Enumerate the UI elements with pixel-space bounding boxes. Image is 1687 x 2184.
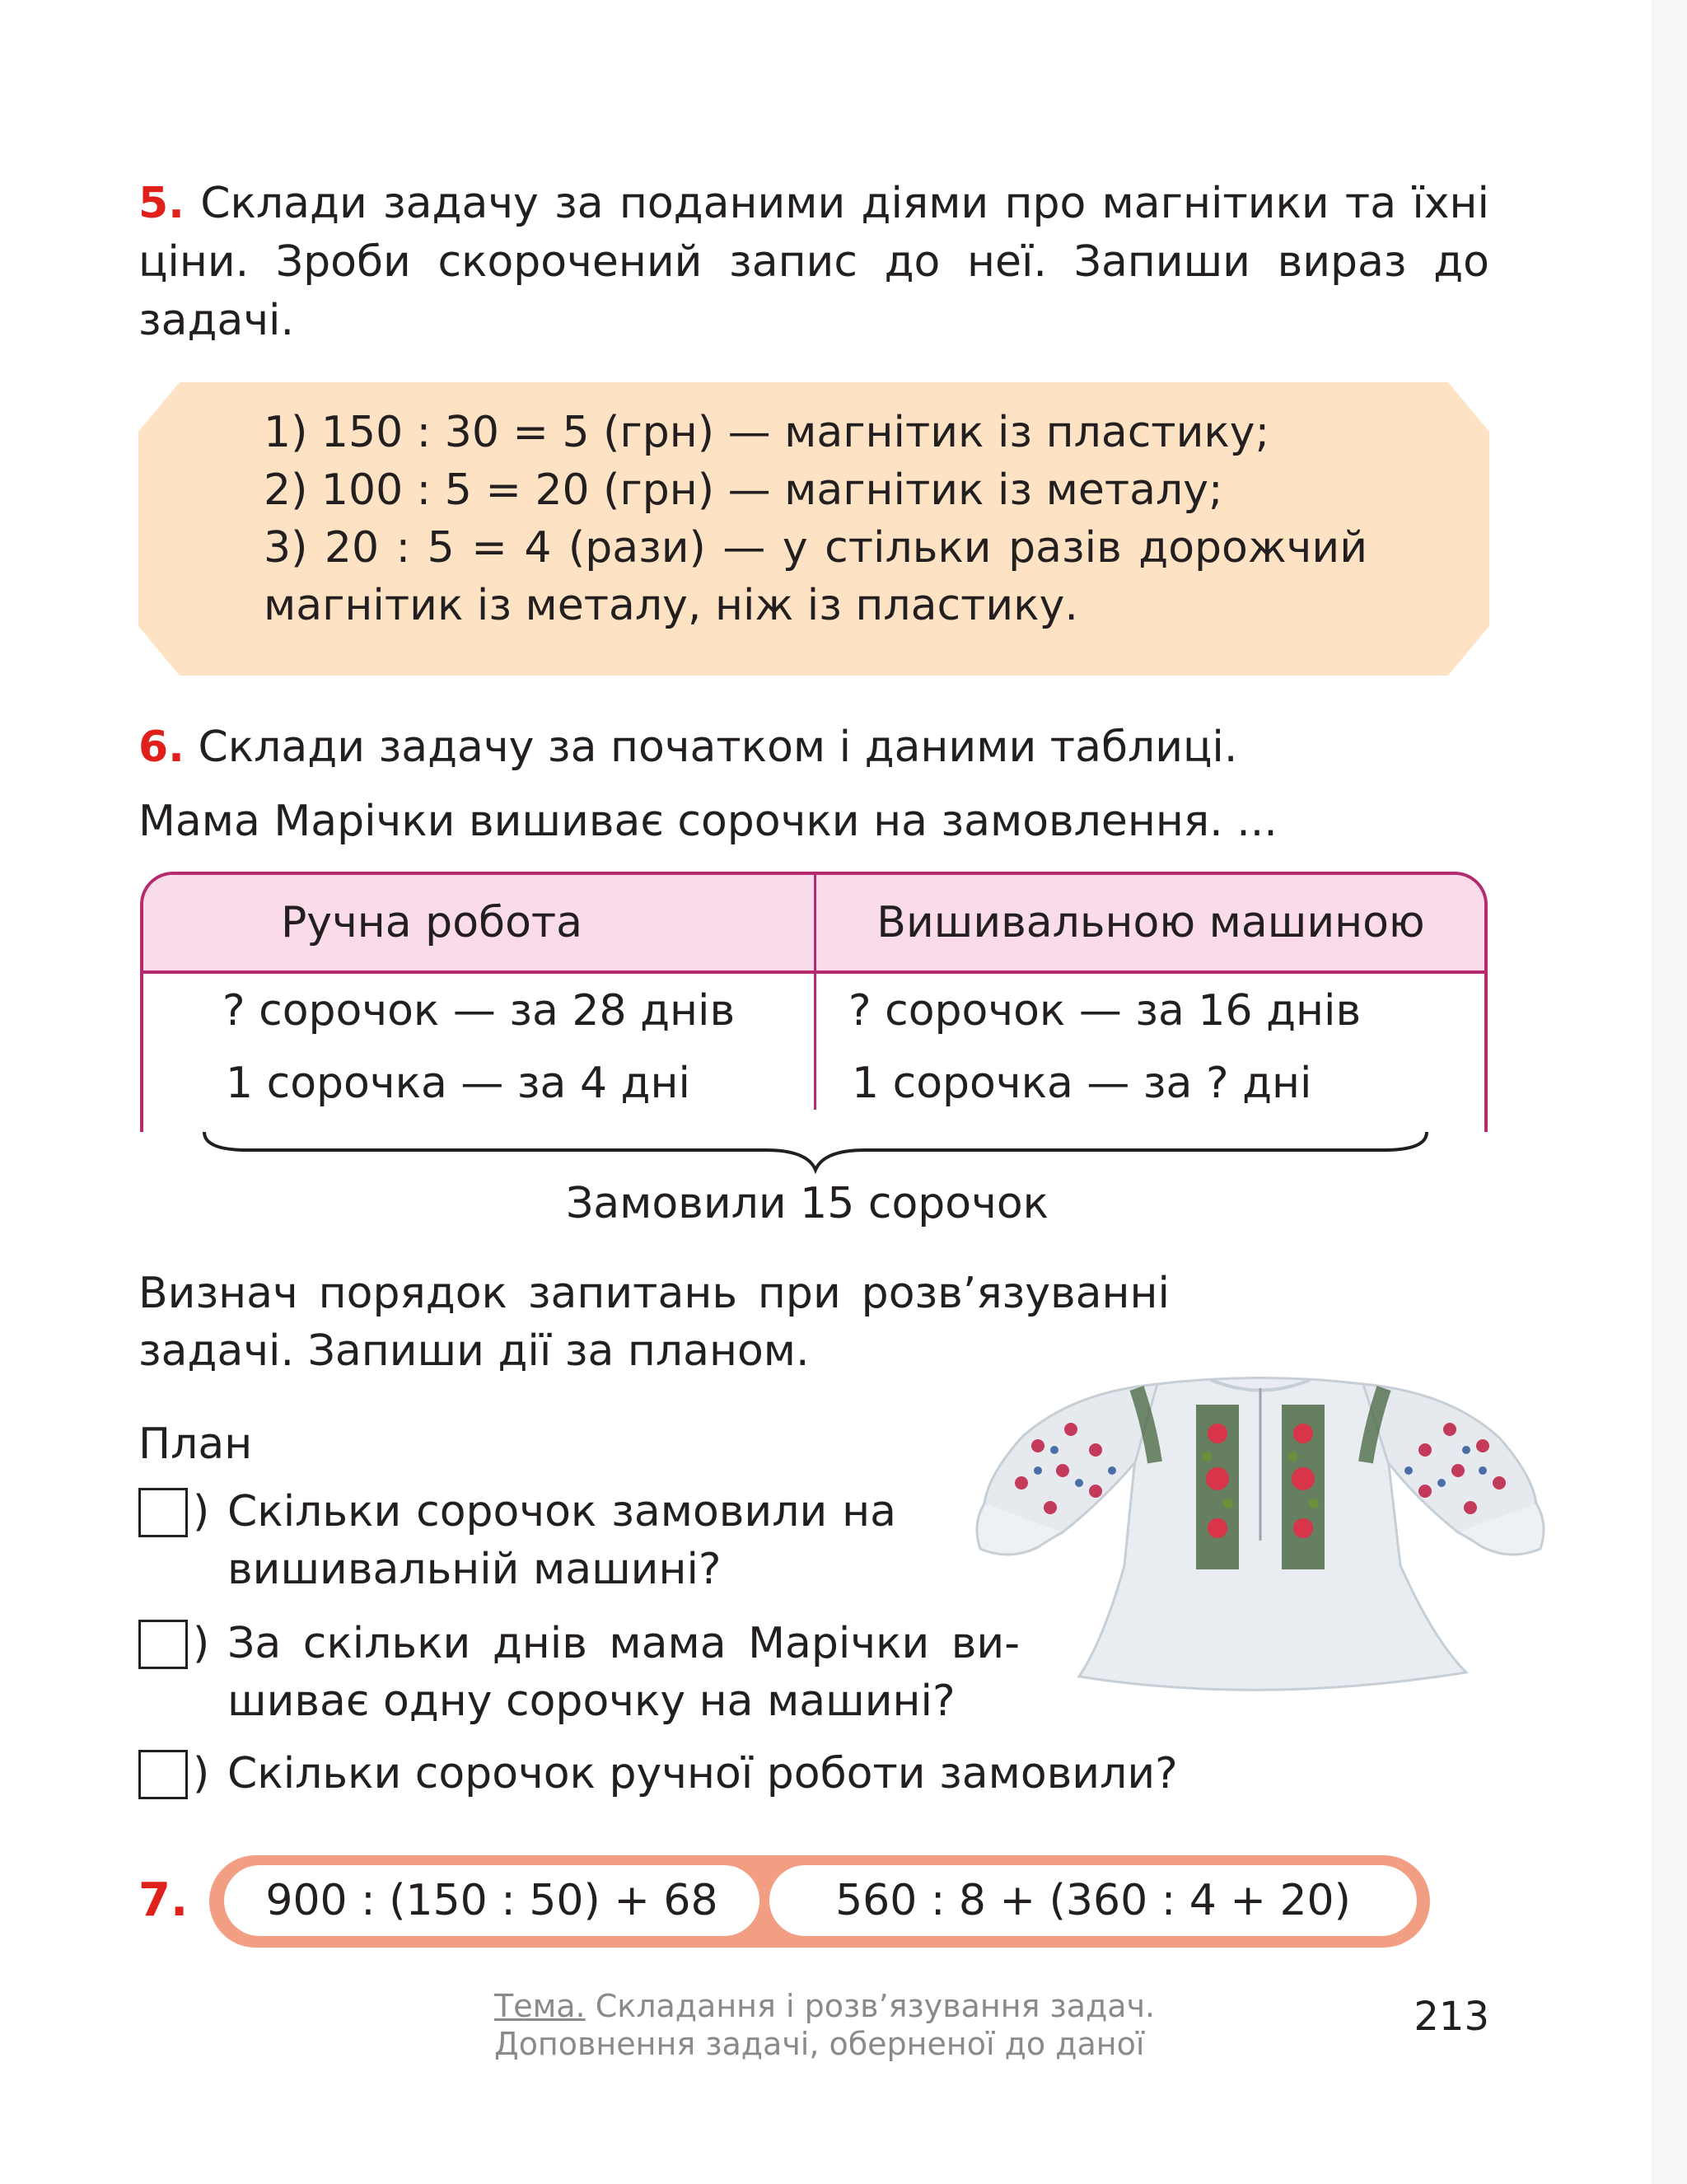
task6-number: 6. (138, 723, 185, 772)
plan-item-3-paren: ) (193, 1749, 210, 1798)
footer-topic-label: Тема. (494, 1988, 586, 2024)
task5-line-1 (138, 175, 1489, 232)
curly-brace (198, 1125, 1433, 1175)
plan-item-2-line-1: За скільки днів мама Марічки ви- (227, 1619, 1020, 1668)
task5-step-4: магнітик із металу, ніж із пластику. (264, 581, 1078, 630)
task5-line-2: ціни. Зроби скорочений запис до неї. Запиши вираз до (138, 237, 1489, 287)
task5-line-3: задачі. (138, 296, 295, 345)
table-cell-r1-c2: ? сорочок — за 16 днів (848, 986, 1362, 1036)
plan-item-1-checkbox[interactable] (138, 1488, 188, 1537)
plan-item-2-line-2: шиває одну сорочку на машині? (227, 1677, 956, 1726)
table-cell-r2-c2: 1 сорочка — за ? дні (852, 1059, 1312, 1108)
task6-instruction: Склади задачу за початком і даними таблиці. (198, 723, 1238, 772)
plan-title: План (138, 1419, 253, 1469)
task7-expression-2: 560 : 8 + (360 : 4 + 20) (769, 1865, 1417, 1936)
task5-step-3: 3) 20 : 5 = 4 (рази) — у стільки разів дорожчий (264, 523, 1367, 573)
embroidered-shirt-icon (972, 1368, 1549, 1705)
plan-item-2-checkbox[interactable] (138, 1620, 188, 1669)
footer-topic-text-1: Складання і розв’язування задач. (595, 1988, 1156, 2024)
footer-topic-line-1 (494, 1987, 1155, 2025)
task7-expression-1: 900 : (150 : 50) + 68 (224, 1865, 759, 1936)
task7-number: 7. (138, 1873, 189, 1927)
plan-item-2-paren: ) (193, 1619, 210, 1668)
task5-text-1: Склади задачу за поданими діями про магнітики та їхні (200, 179, 1489, 228)
table-cell-r1-c1: ? сорочок — за 28 днів (222, 986, 736, 1036)
task5-number: 5. (138, 179, 185, 228)
plan-item-3-checkbox[interactable] (138, 1750, 188, 1799)
footer-topic-line-2: Доповнення задачі, оберненої до даної (494, 2026, 1145, 2062)
brace-label: Замовили 15 сорочок (565, 1179, 1049, 1228)
shirts-table (140, 872, 1488, 1132)
page-number: 213 (1414, 1994, 1489, 2040)
task6-intro: Мама Марічки вишиває сорочки на замовлення. ... (138, 797, 1278, 846)
task5-step-1: 1) 150 : 30 = 5 (грн) — магнітик із пластику; (264, 408, 1270, 457)
table-header-machine: Вишивальною машиною (876, 898, 1425, 947)
page-edge-strip (1652, 0, 1687, 2184)
plan-item-3-line-1: Скільки сорочок ручної роботи замовили? (227, 1749, 1178, 1798)
question-line-1: Визнач порядок запитань при розв’язуванні (138, 1269, 1170, 1318)
task5-step-2: 2) 100 : 5 = 20 (грн) — магнітик із металу; (264, 465, 1223, 515)
plan-item-1-line-1: Скільки сорочок замовили на (227, 1487, 896, 1536)
table-cell-r2-c1: 1 сорочка — за 4 дні (226, 1059, 690, 1108)
task6-instruction-line (138, 718, 1489, 776)
question-line-2: задачі. Запиши дії за планом. (138, 1326, 810, 1376)
table-header-handmade: Ручна робота (280, 898, 583, 947)
plan-item-1-line-2: вишивальній машині? (227, 1545, 722, 1594)
task7-number-wrap (138, 1872, 188, 1929)
plan-item-1-paren: ) (193, 1487, 210, 1536)
